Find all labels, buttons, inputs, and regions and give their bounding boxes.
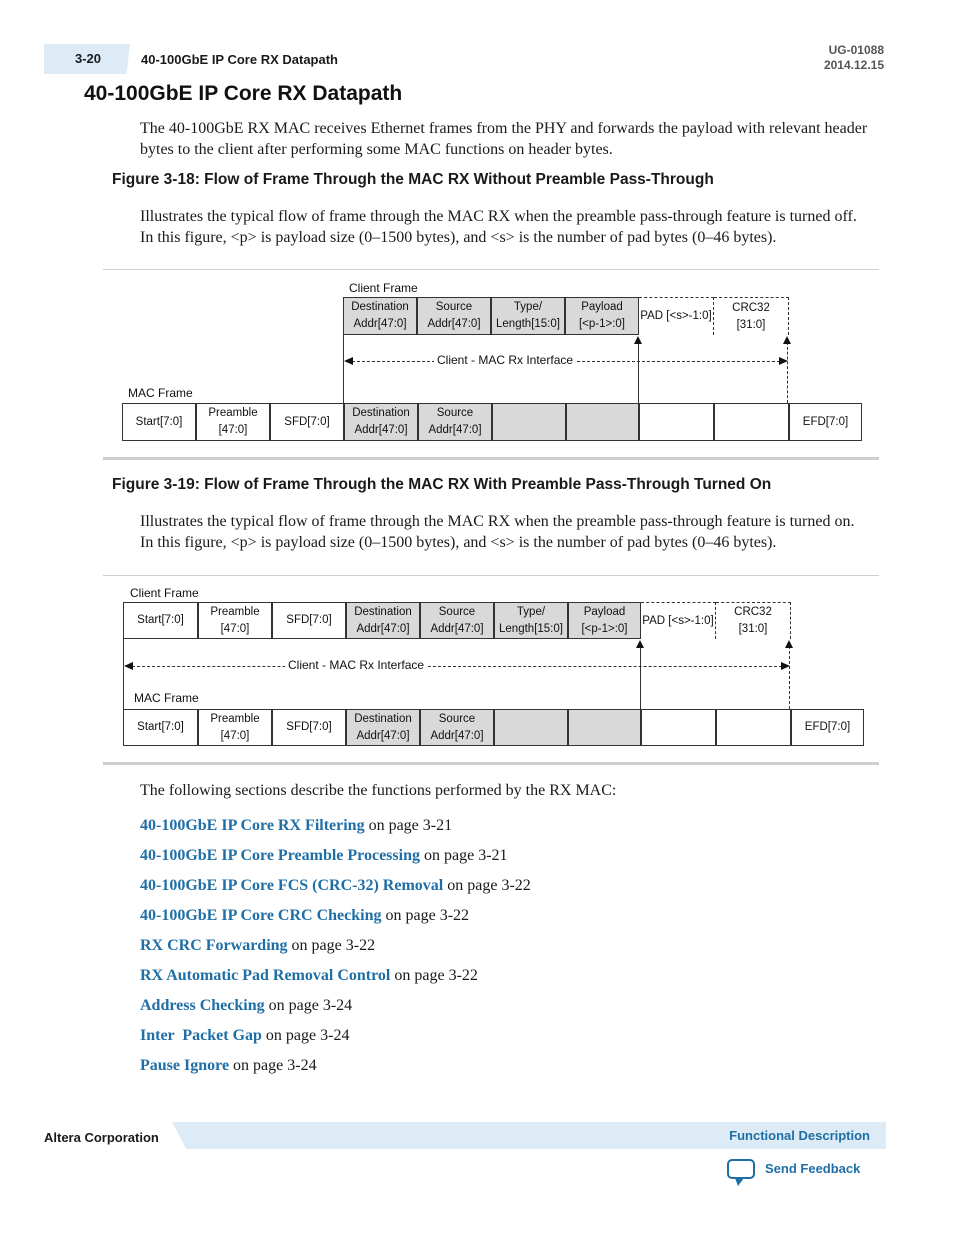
- f1-mac-preamble: Preamble [47:0]: [196, 403, 270, 441]
- f2-client-payload: Payload [<p-1>:0]: [568, 602, 641, 639]
- link-page-ref: on page 3-22: [291, 937, 376, 954]
- link-page-ref: on page 3-22: [447, 877, 531, 894]
- f2-vline-left: [123, 639, 124, 709]
- figure1-interface-label: Client - MAC Rx Interface: [434, 353, 576, 367]
- link-pause-ignore[interactable]: Pause Ignore: [140, 1057, 230, 1074]
- f2-arrow-crc-icon: [785, 640, 793, 648]
- link-item: [140, 996, 531, 1026]
- figure2-caption: Figure 3-19: Flow of Frame Through the MAC RX With Preamble Pass-Through Turned On: [112, 476, 772, 493]
- f2-interface-line: [132, 666, 782, 667]
- f1-mac-sfd: SFD[7:0]: [270, 403, 344, 441]
- link-page-ref: on page 3-22: [385, 907, 470, 924]
- link-item: [140, 966, 531, 996]
- f2-arrow-left-icon: [124, 662, 133, 670]
- f2-arrow-payload-icon: [636, 640, 644, 648]
- footer-company: Altera Corporation: [44, 1130, 159, 1145]
- link-item: [140, 876, 531, 906]
- link-address-checking[interactable]: Address Checking: [140, 997, 265, 1014]
- f2-client-type: Type/ Length[15:0]: [494, 602, 568, 639]
- link-item: [140, 846, 531, 876]
- f1-client-src: Source Addr[47:0]: [417, 297, 491, 335]
- link-item: [140, 816, 531, 846]
- link-crc-forwarding[interactable]: RX CRC Forwarding: [140, 937, 288, 954]
- figure1-mac-label: MAC Frame: [128, 386, 193, 400]
- figure1-caption: Figure 3-18: Flow of Frame Through the MAC RX Without Preamble Pass-Through: [112, 171, 714, 188]
- link-rx-filtering[interactable]: 40-100GbE IP Core RX Filtering: [140, 817, 365, 834]
- f2-mac-payload: [568, 709, 641, 746]
- f1-client-type: Type/ Length[15:0]: [491, 297, 565, 335]
- page-number: 3-20: [75, 51, 102, 66]
- f2-client-src: Source Addr[47:0]: [420, 602, 494, 639]
- f2-mac-src: Source Addr[47:0]: [420, 709, 494, 746]
- f1-mac-efd: EFD[7:0]: [789, 403, 862, 441]
- f1-client-dest: Destination Addr[47:0]: [343, 297, 417, 335]
- f1-client-crc: CRC32 [31:0]: [714, 297, 789, 335]
- figure2-mac-label: MAC Frame: [134, 691, 199, 705]
- f2-vline-payload: [640, 646, 641, 709]
- f2-mac-preamble: Preamble [47:0]: [198, 709, 272, 746]
- link-item: [140, 1026, 531, 1056]
- f2-client-crc: CRC32 [31:0]: [716, 602, 791, 639]
- footer-section-link[interactable]: Functional Description: [729, 1128, 870, 1143]
- f2-client-sfd: SFD[7:0]: [272, 602, 346, 639]
- following-paragraph: The following sections describe the functions performed by the RX MAC:: [140, 782, 617, 799]
- f2-mac-sfd: SFD[7:0]: [272, 709, 346, 746]
- feedback-icon[interactable]: [727, 1159, 755, 1179]
- link-fcs-removal[interactable]: 40-100GbE IP Core FCS (CRC-32) Removal: [140, 877, 444, 894]
- f2-mac-type: [494, 709, 568, 746]
- doc-date: 2014.12.15: [823, 58, 884, 72]
- f2-client-preamble: Preamble [47:0]: [198, 602, 272, 639]
- f1-client-pad: PAD [<s>-1:0]: [639, 297, 714, 335]
- f2-vline-crc: [789, 646, 790, 709]
- figure2-description: Illustrates the typical flow of frame through the MAC RX when the preamble pass-through feature is turned on. In this figure, <p> is payload size (0–1500 bytes), and <s> is the number of pad bytes (0–46 bytes).: [140, 513, 855, 551]
- figure2-interface-label: Client - MAC Rx Interface: [285, 658, 427, 672]
- link-page-ref: on page 3-24: [233, 1057, 317, 1074]
- f2-mac-pad: [641, 709, 716, 746]
- f1-mac-start: Start[7:0]: [122, 403, 196, 441]
- figure2-bottom-rule: [103, 762, 879, 765]
- intro-paragraph: The 40-100GbE RX MAC receives Ethernet frames from the PHY and forwards the payload with relevant header bytes to the client after performing some MAC functions on header bytes.: [140, 120, 868, 158]
- f2-mac-start: Start[7:0]: [123, 709, 198, 746]
- send-feedback-link[interactable]: Send Feedback: [765, 1161, 861, 1176]
- f1-mac-dest: Destination Addr[47:0]: [344, 403, 418, 441]
- related-links-list: [140, 816, 531, 1086]
- link-page-ref: on page 3-24: [268, 997, 353, 1014]
- f2-mac-efd: EFD[7:0]: [791, 709, 864, 746]
- link-item: [140, 1056, 531, 1086]
- link-page-ref: on page 3-24: [265, 1027, 350, 1044]
- link-crc-checking[interactable]: 40-100GbE IP Core CRC Checking: [140, 907, 382, 924]
- link-item: [140, 936, 531, 966]
- page-title: 40-100GbE IP Core RX Datapath: [84, 82, 403, 105]
- f2-client-start: Start[7:0]: [123, 602, 198, 639]
- link-preamble-processing[interactable]: 40-100GbE IP Core Preamble Processing: [140, 847, 420, 864]
- f2-client-pad: PAD [<s>-1:0]: [641, 602, 716, 639]
- f1-mac-src: Source Addr[47:0]: [418, 403, 492, 441]
- header-section-title: 40-100GbE IP Core RX Datapath: [141, 52, 338, 67]
- f2-mac-dest: Destination Addr[47:0]: [346, 709, 420, 746]
- figure2-client-label: Client Frame: [130, 586, 199, 600]
- f2-mac-crc: [716, 709, 791, 746]
- link-inter-packet-gap[interactable]: Inter Packet Gap: [140, 1027, 262, 1044]
- link-item: [140, 906, 531, 936]
- link-page-ref: on page 3-21: [423, 847, 508, 864]
- f2-client-dest: Destination Addr[47:0]: [346, 602, 420, 639]
- f2-arrow-right-icon: [781, 662, 790, 670]
- link-page-ref: on page 3-22: [394, 967, 478, 984]
- figure1-client-label: Client Frame: [349, 281, 418, 295]
- doc-id: UG-01088: [828, 43, 884, 57]
- f1-client-payload: Payload [<p-1>:0]: [565, 297, 639, 335]
- link-page-ref: on page 3-21: [368, 817, 453, 834]
- link-pad-removal[interactable]: RX Automatic Pad Removal Control: [140, 967, 391, 984]
- figure1-description: Illustrates the typical flow of frame through the MAC RX when the preamble pass-through feature is turned off. In this figure, <p> is payload size (0–1500 bytes), and <s> is the number of pad bytes (0–46 bytes).: [140, 208, 857, 246]
